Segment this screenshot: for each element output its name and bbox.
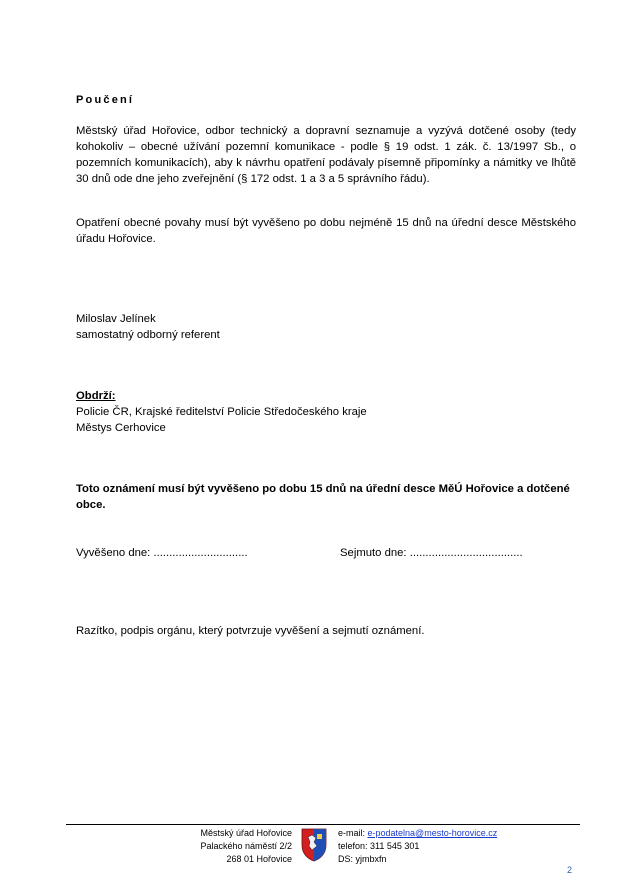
- footer-contacts: [338, 827, 538, 866]
- footer-email-label: e-mail:: [338, 828, 368, 838]
- page-number: 2: [567, 865, 573, 875]
- instruction-paragraph: Městský úřad Hořovice, odbor technický a dopravní seznamuje a vyzývá dotčené osoby (tedy kohokoliv – obecné užívání pozemní komunikace - podle § 19 odst. 1 zák. č. 13/1997 Sb., o pozemních komunikacích), aby k návrhu opatření podávaly písemně připomínky a námitky ve lhůtě 30 dnů ode dne jeho zveřejnění (§ 172 odst. 1 a 3 a 5 správního řádu).: [76, 125, 576, 185]
- recipients-title: Obdrží:: [76, 390, 116, 402]
- coat-of-arms-icon: [300, 828, 328, 862]
- footer-office-name: Městský úřad Hořovice: [200, 828, 292, 838]
- footer-phone: telefon: 311 545 301: [338, 841, 420, 851]
- footer-city: 268 01 Hořovice: [226, 854, 292, 864]
- signer-role: samostatný odborný referent: [76, 329, 220, 341]
- footer-address: [150, 827, 292, 866]
- footer-data-box: DS: yjmbxfn: [338, 854, 387, 864]
- signer-name: Miloslav Jelínek: [76, 313, 156, 325]
- posting-requirement-paragraph: Opatření obecné povahy musí být vyvěšeno po dobu nejméně 15 dnů na úřední desce Městského úřadu Hořovice.: [76, 217, 576, 245]
- recipients-block: [76, 388, 476, 436]
- footer-email-line: [338, 827, 538, 840]
- posted-date-field: Vyvěšeno dne: ..............................: [76, 547, 248, 559]
- posting-notice: Toto oznámení musí být vyvěšeno po dobu 15 dnů na úřední desce MěÚ Hořovice a dotčené obce.: [76, 483, 570, 511]
- footer-street: Palackého náměstí 2/2: [200, 841, 292, 851]
- recipient-item: Policie ČR, Krajské ředitelství Policie Středočeského kraje: [76, 406, 367, 418]
- section-heading: Poučení: [76, 94, 135, 106]
- removed-date-field: Sejmuto dne: ....................................: [340, 547, 523, 559]
- stamp-instruction: Razítko, podpis orgánu, který potvrzuje vyvěšení a sejmutí oznámení.: [76, 625, 425, 637]
- recipient-item: Městys Cerhovice: [76, 422, 166, 434]
- footer-divider: [66, 824, 580, 825]
- footer-email-link[interactable]: e-podatelna@mesto-horovice.cz: [367, 828, 498, 838]
- signer-block: [76, 311, 376, 343]
